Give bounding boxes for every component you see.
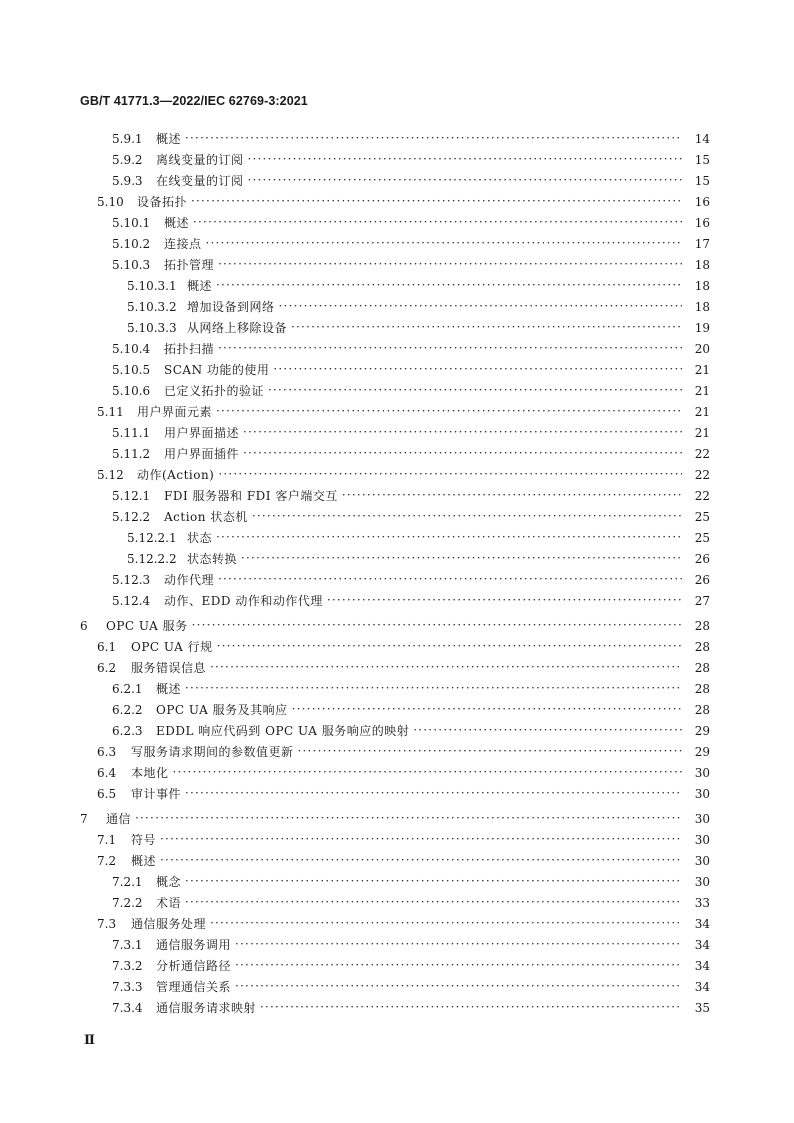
toc-entry-title: 通信服务处理 <box>131 917 207 931</box>
dot-leader <box>191 191 682 212</box>
toc-entry[interactable] <box>0 590 794 611</box>
toc-entry-number: 5.10.6 <box>112 383 151 398</box>
dot-leader <box>248 149 682 170</box>
toc-entry[interactable] <box>0 128 794 149</box>
dot-leader <box>268 380 682 401</box>
dot-leader <box>217 636 682 657</box>
toc-entry-title: 概述 <box>156 132 182 146</box>
toc-entry-page: 35 <box>694 1000 710 1015</box>
dot-leader <box>216 275 682 296</box>
toc-entry-title: OPC UA 行规 <box>131 640 213 654</box>
toc-entry-page: 26 <box>694 572 710 587</box>
dot-leader <box>185 892 682 913</box>
toc-entry-page: 22 <box>694 446 710 461</box>
dot-leader <box>235 955 682 976</box>
dot-leader <box>243 422 682 443</box>
toc-entry[interactable] <box>0 678 794 699</box>
toc-entry[interactable] <box>0 657 794 678</box>
toc-entry-number: 5.12.2.2 <box>127 551 177 566</box>
toc-entry-number: 5.10 <box>97 194 124 209</box>
toc-entry[interactable] <box>0 296 794 317</box>
dot-leader <box>292 699 682 720</box>
toc-entry-title: 连接点 <box>164 237 202 251</box>
toc-entry[interactable] <box>0 275 794 296</box>
dot-leader <box>216 527 682 548</box>
dot-leader <box>192 615 682 636</box>
toc-entry-page: 29 <box>694 723 710 738</box>
toc-entry[interactable] <box>0 527 794 548</box>
toc-entry-page: 25 <box>694 530 710 545</box>
toc-entry-number: 5.11.1 <box>112 425 151 440</box>
toc-entry-number: 5.12 <box>97 467 124 482</box>
toc-entry[interactable] <box>0 338 794 359</box>
toc-entry-page: 22 <box>694 467 710 482</box>
toc-entry-title: 离线变量的订阅 <box>156 153 244 167</box>
toc-entry-number: 5.11.2 <box>112 446 151 461</box>
toc-entry[interactable] <box>0 191 794 212</box>
toc-entry-page: 28 <box>694 702 710 717</box>
toc-entry-number: 7.2 <box>97 853 117 868</box>
toc-entry[interactable] <box>0 443 794 464</box>
dot-leader <box>218 464 682 485</box>
dot-leader <box>210 913 682 934</box>
toc-entry-title: 分析通信路径 <box>156 959 232 973</box>
toc-entry-title: 写服务请求期间的参数值更新 <box>131 745 294 759</box>
dot-leader <box>248 170 682 191</box>
toc-entry-page: 34 <box>694 916 710 931</box>
toc-entry-page: 21 <box>694 362 710 377</box>
toc-entry[interactable] <box>0 149 794 170</box>
document-header: GB/T 41771.3—2022/IEC 62769-3:2021 <box>80 94 308 108</box>
toc-entry-number: 7.3.3 <box>112 979 143 994</box>
toc-entry-title: 通信 <box>106 812 132 826</box>
toc-entry-number: 6.2.1 <box>112 681 143 696</box>
toc-entry-title: 概述 <box>156 682 182 696</box>
toc-entry-number: 7 <box>80 811 88 826</box>
toc-entry-page: 27 <box>694 593 710 608</box>
dot-leader <box>160 829 682 850</box>
toc-entry-number: 5.9.2 <box>112 152 143 167</box>
toc-entry-title: 本地化 <box>131 766 169 780</box>
toc-entry-title: 拓扑管理 <box>164 258 215 272</box>
toc-entry-number: 7.1 <box>97 832 117 847</box>
dot-leader <box>252 506 682 527</box>
dot-leader <box>185 871 682 892</box>
toc-entry-title: 概述 <box>131 854 157 868</box>
dot-leader <box>185 678 682 699</box>
toc-entry-page: 30 <box>694 832 710 847</box>
toc-entry-page: 15 <box>694 173 710 188</box>
toc-entry-title: FDI 服务器和 FDI 客户端交互 <box>164 489 338 503</box>
toc-entry[interactable] <box>0 808 794 829</box>
toc-entry[interactable] <box>0 850 794 871</box>
dot-leader <box>135 808 682 829</box>
dot-leader <box>160 850 682 871</box>
toc-entry-page: 14 <box>694 131 710 146</box>
toc-entry-page: 28 <box>694 660 710 675</box>
dot-leader <box>206 233 682 254</box>
toc-entry-number: 6.3 <box>97 744 117 759</box>
toc-entry-number: 5.10.3 <box>112 257 151 272</box>
toc-entry[interactable] <box>0 699 794 720</box>
toc-entry-title: Action 状态机 <box>164 510 248 524</box>
dot-leader <box>243 443 682 464</box>
toc-entry[interactable] <box>0 212 794 233</box>
toc-entry-title: 动作(Action) <box>137 468 215 482</box>
toc-entry-title: 已定义拓扑的验证 <box>164 384 265 398</box>
toc-entry[interactable] <box>0 741 794 762</box>
toc-entry-page: 33 <box>694 895 710 910</box>
dot-leader <box>193 212 682 233</box>
toc-entry-title: 用户界面插件 <box>164 447 240 461</box>
toc-entry-page: 16 <box>694 194 710 209</box>
dot-leader <box>413 720 682 741</box>
dot-leader <box>279 296 682 317</box>
table-of-contents <box>0 128 794 1018</box>
dot-leader <box>235 934 682 955</box>
toc-entry-title: 动作代理 <box>164 573 215 587</box>
toc-entry[interactable] <box>0 569 794 590</box>
dot-leader <box>327 590 682 611</box>
toc-entry-title: 术语 <box>156 896 182 910</box>
toc-entry[interactable] <box>0 233 794 254</box>
toc-entry-page: 34 <box>694 958 710 973</box>
toc-entry-title: OPC UA 服务及其响应 <box>156 703 288 717</box>
toc-entry[interactable] <box>0 359 794 380</box>
toc-entry-number: 5.12.2 <box>112 509 151 524</box>
toc-entry-title: 拓扑扫描 <box>164 342 215 356</box>
toc-entry[interactable] <box>0 955 794 976</box>
toc-entry[interactable] <box>0 997 794 1018</box>
toc-entry-number: 6.1 <box>97 639 117 654</box>
toc-entry-page: 17 <box>694 236 710 251</box>
toc-entry-title: 管理通信关系 <box>156 980 232 994</box>
dot-leader <box>260 997 682 1018</box>
toc-entry-number: 6.2 <box>97 660 117 675</box>
toc-entry-title: 状态 <box>187 531 213 545</box>
toc-entry-number: 6.2.3 <box>112 723 143 738</box>
toc-entry-page: 18 <box>694 299 710 314</box>
dot-leader <box>342 485 682 506</box>
toc-entry[interactable] <box>0 871 794 892</box>
toc-entry-title: EDDL 响应代码到 OPC UA 服务响应的映射 <box>156 724 410 738</box>
toc-entry-title: 用户界面元素 <box>137 405 213 419</box>
toc-entry-title: 通信服务请求映射 <box>156 1001 257 1015</box>
toc-entry-page: 34 <box>694 979 710 994</box>
dot-leader <box>185 128 682 149</box>
toc-entry-title: 服务错误信息 <box>131 661 207 675</box>
toc-entry-title: 动作、EDD 动作和动作代理 <box>164 594 323 608</box>
toc-entry[interactable] <box>0 380 794 401</box>
toc-entry-title: 状态转换 <box>187 552 238 566</box>
toc-entry-title: 概述 <box>164 216 190 230</box>
toc-entry-title: OPC UA 服务 <box>106 619 188 633</box>
page-number: Ⅱ <box>84 1033 95 1048</box>
dot-leader <box>218 338 682 359</box>
toc-entry-number: 5.10.1 <box>112 215 151 230</box>
toc-entry-number: 6 <box>80 618 88 633</box>
toc-entry-page: 16 <box>694 215 710 230</box>
toc-entry[interactable] <box>0 913 794 934</box>
toc-entry[interactable] <box>0 976 794 997</box>
toc-entry[interactable] <box>0 317 794 338</box>
toc-entry-number: 5.12.1 <box>112 488 151 503</box>
toc-entry[interactable] <box>0 506 794 527</box>
toc-entry-page: 20 <box>694 341 710 356</box>
toc-entry-number: 7.3 <box>97 916 117 931</box>
toc-entry-number: 6.5 <box>97 786 117 801</box>
toc-entry-number: 7.3.1 <box>112 937 143 952</box>
dot-leader <box>216 401 682 422</box>
dot-leader <box>173 762 682 783</box>
toc-entry-page: 28 <box>694 618 710 633</box>
toc-entry[interactable] <box>0 720 794 741</box>
toc-entry-page: 30 <box>694 765 710 780</box>
toc-entry-page: 18 <box>694 257 710 272</box>
toc-entry-page: 28 <box>694 681 710 696</box>
toc-entry-title: 设备拓扑 <box>137 195 188 209</box>
toc-entry-number: 5.10.4 <box>112 341 151 356</box>
toc-entry-number: 5.10.5 <box>112 362 151 377</box>
toc-entry-number: 5.12.4 <box>112 593 151 608</box>
toc-entry-page: 28 <box>694 639 710 654</box>
toc-entry[interactable] <box>0 170 794 191</box>
toc-entry-page: 21 <box>694 404 710 419</box>
toc-entry-number: 7.3.4 <box>112 1000 143 1015</box>
toc-entry[interactable] <box>0 401 794 422</box>
toc-entry[interactable] <box>0 829 794 850</box>
toc-entry-title: 在线变量的订阅 <box>156 174 244 188</box>
toc-entry[interactable] <box>0 615 794 636</box>
toc-entry[interactable] <box>0 464 794 485</box>
dot-leader <box>235 976 682 997</box>
toc-entry-page: 30 <box>694 786 710 801</box>
toc-entry-title: SCAN 功能的使用 <box>164 363 270 377</box>
toc-entry[interactable] <box>0 892 794 913</box>
toc-entry-number: 5.10.3.1 <box>127 278 177 293</box>
toc-entry-page: 29 <box>694 744 710 759</box>
toc-entry-number: 7.2.2 <box>112 895 143 910</box>
toc-entry-number: 5.10.2 <box>112 236 151 251</box>
dot-leader <box>185 783 682 804</box>
dot-leader <box>241 548 682 569</box>
toc-entry[interactable] <box>0 548 794 569</box>
toc-entry[interactable] <box>0 762 794 783</box>
toc-entry-page: 22 <box>694 488 710 503</box>
toc-entry-number: 7.3.2 <box>112 958 143 973</box>
dot-leader <box>298 741 682 762</box>
toc-entry-number: 6.4 <box>97 765 117 780</box>
toc-entry-page: 30 <box>694 874 710 889</box>
toc-entry-page: 21 <box>694 425 710 440</box>
dot-leader <box>218 254 682 275</box>
toc-entry-number: 5.12.3 <box>112 572 151 587</box>
toc-entry-page: 30 <box>694 853 710 868</box>
toc-entry-title: 符号 <box>131 833 157 847</box>
dot-leader <box>210 657 682 678</box>
toc-entry-number: 6.2.2 <box>112 702 143 717</box>
toc-entry-number: 5.10.3.2 <box>127 299 177 314</box>
toc-entry[interactable] <box>0 636 794 657</box>
toc-entry-number: 5.9.3 <box>112 173 143 188</box>
toc-entry-page: 30 <box>694 811 710 826</box>
toc-entry-title: 概念 <box>156 875 182 889</box>
toc-entry-page: 21 <box>694 383 710 398</box>
toc-entry[interactable] <box>0 934 794 955</box>
toc-entry-title: 审计事件 <box>131 787 182 801</box>
dot-leader <box>291 317 682 338</box>
toc-entry[interactable] <box>0 254 794 275</box>
toc-entry-page: 15 <box>694 152 710 167</box>
toc-entry-page: 25 <box>694 509 710 524</box>
toc-entry-page: 18 <box>694 278 710 293</box>
toc-entry[interactable] <box>0 485 794 506</box>
dot-leader <box>218 569 682 590</box>
toc-entry-page: 26 <box>694 551 710 566</box>
toc-entry-page: 19 <box>694 320 710 335</box>
toc-entry-title: 通信服务调用 <box>156 938 232 952</box>
toc-entry[interactable] <box>0 783 794 804</box>
toc-entry-title: 增加设备到网络 <box>187 300 275 314</box>
toc-entry-title: 从网络上移除设备 <box>187 321 288 335</box>
dot-leader <box>273 359 682 380</box>
toc-entry-number: 5.11 <box>97 404 124 419</box>
toc-entry-number: 5.12.2.1 <box>127 530 177 545</box>
toc-entry-title: 概述 <box>187 279 213 293</box>
toc-entry-number: 7.2.1 <box>112 874 143 889</box>
toc-entry-page: 34 <box>694 937 710 952</box>
toc-entry[interactable] <box>0 422 794 443</box>
toc-entry-title: 用户界面描述 <box>164 426 240 440</box>
toc-entry-number: 5.9.1 <box>112 131 143 146</box>
toc-entry-number: 5.10.3.3 <box>127 320 177 335</box>
